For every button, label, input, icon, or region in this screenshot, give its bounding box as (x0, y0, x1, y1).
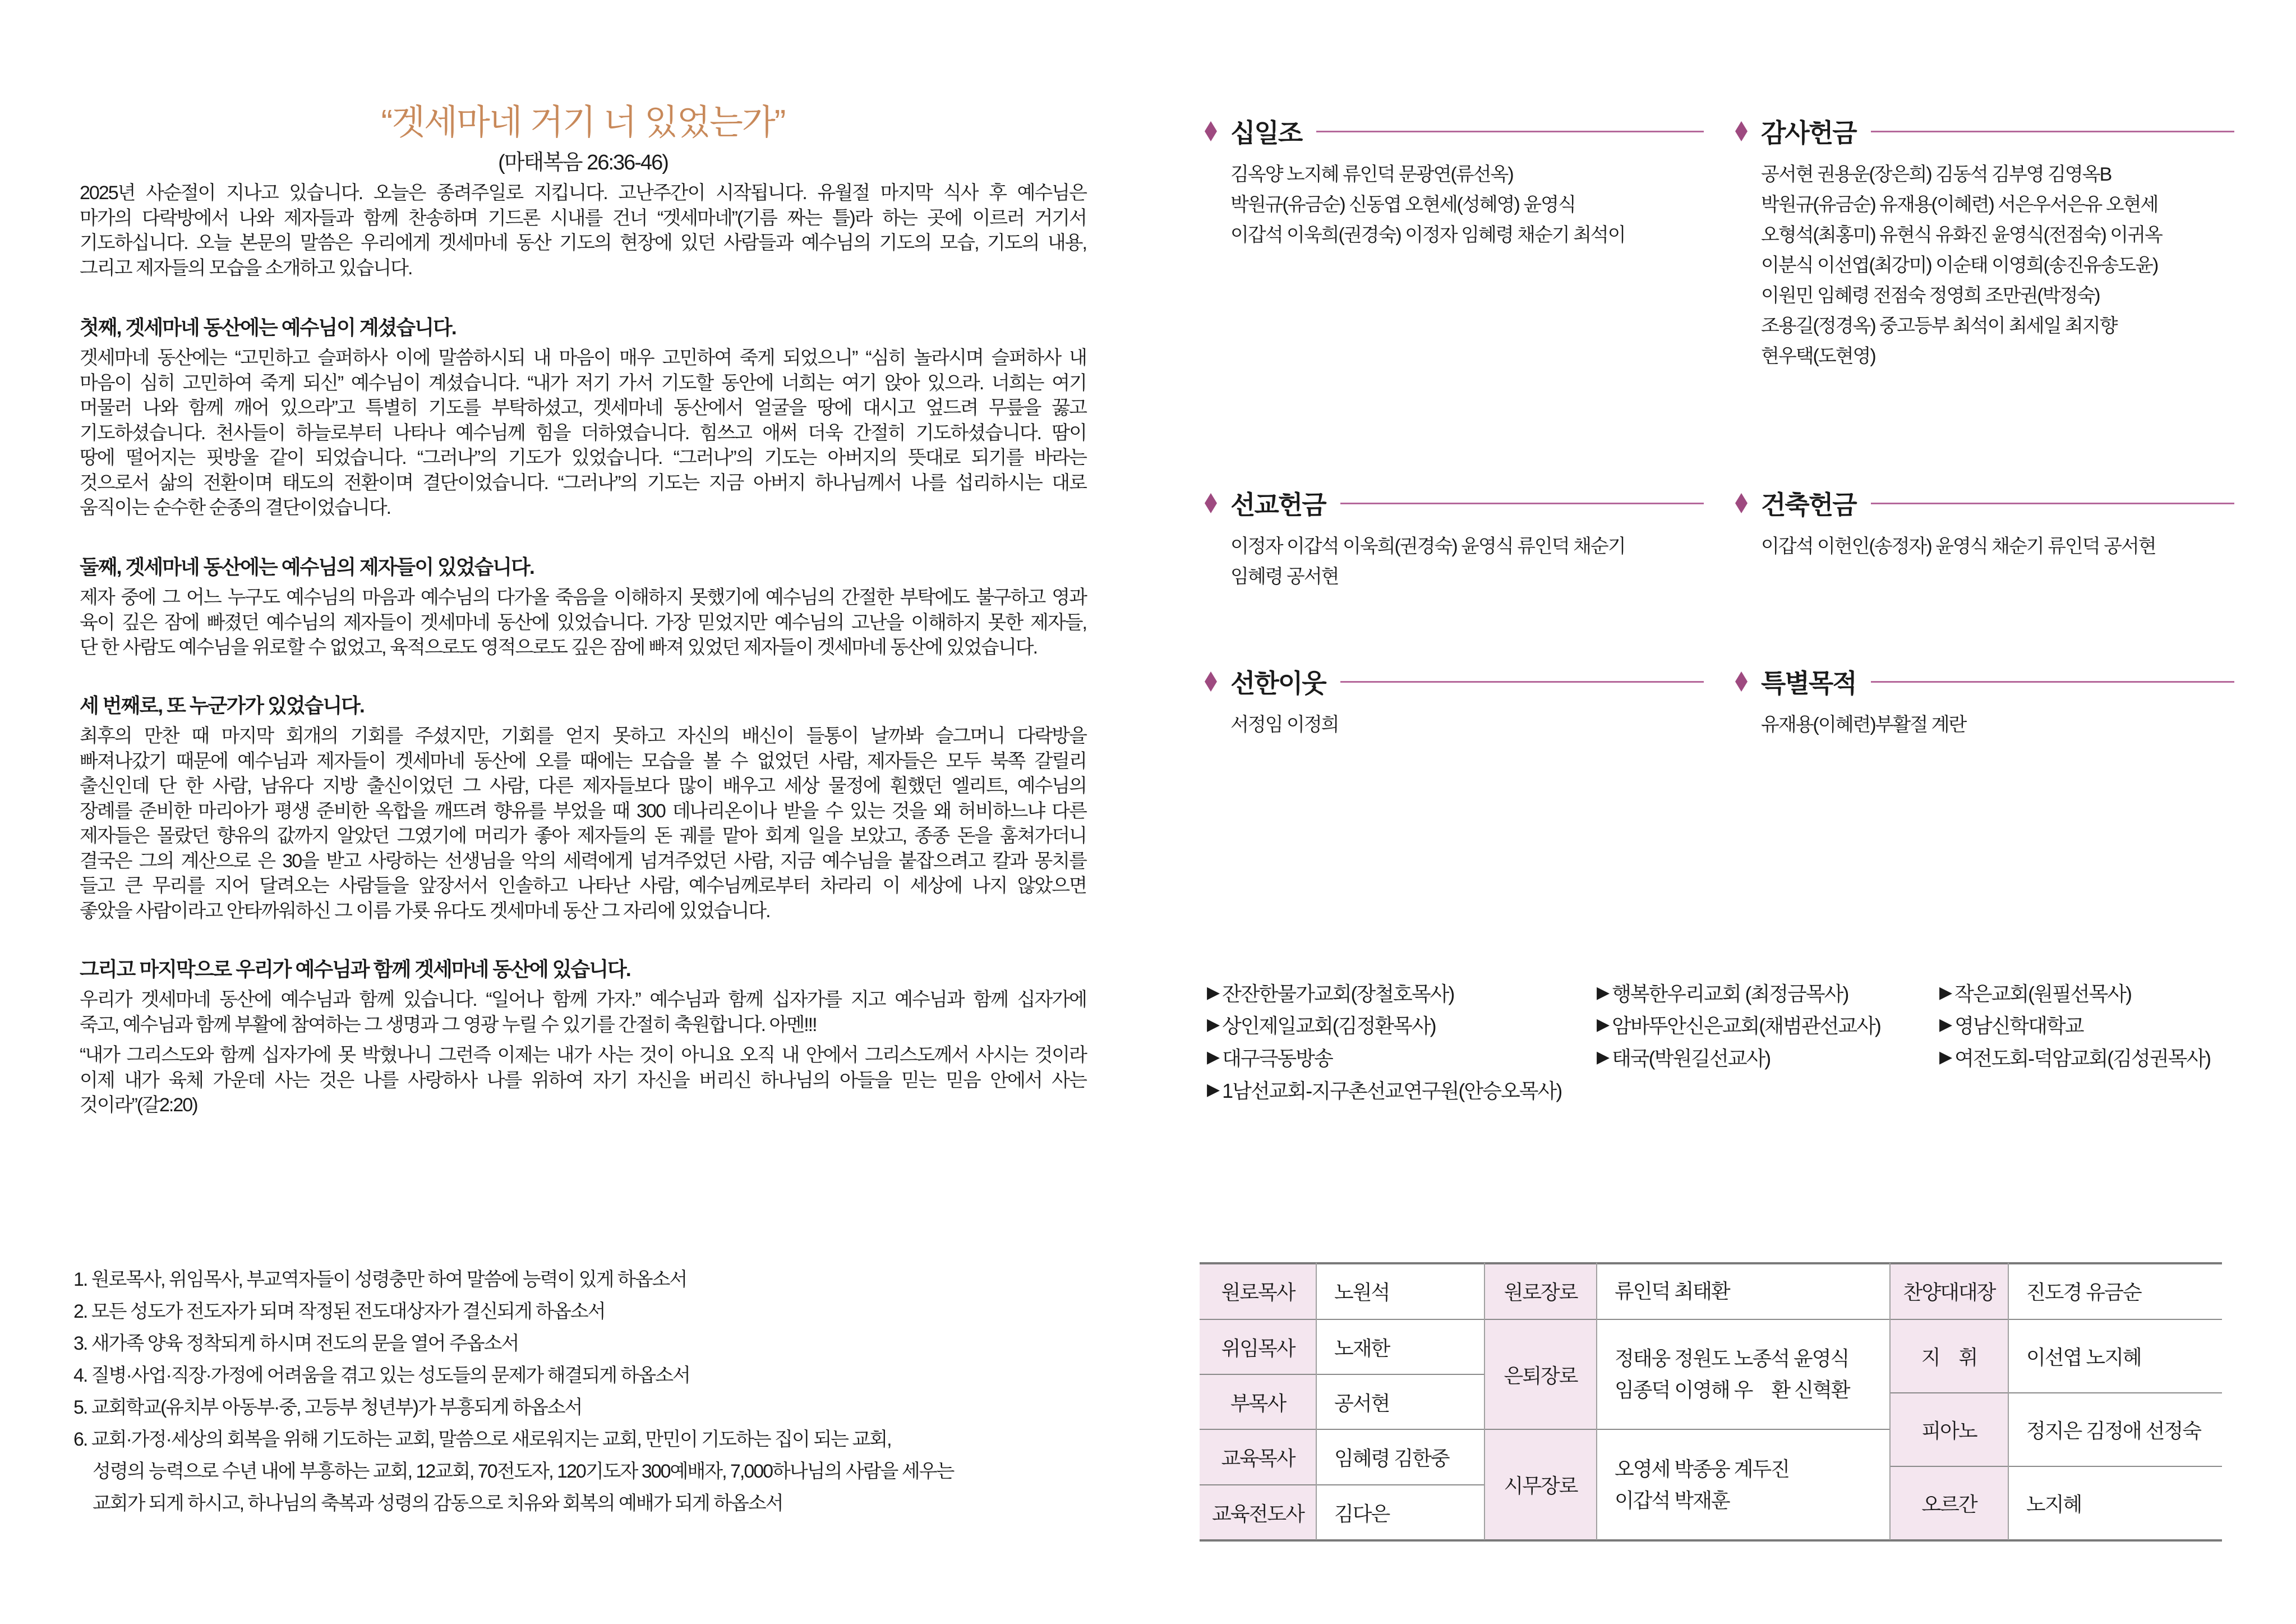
table-rule (1200, 1484, 1484, 1485)
sermon-section-3 (80, 693, 1086, 923)
names: 오영세 박종웅 계두진 (1615, 1457, 1789, 1480)
role-label: 교육목사 (1221, 1447, 1295, 1470)
names: 공서현 (1334, 1391, 1390, 1415)
role-label: 원로장로 (1504, 1281, 1578, 1304)
paragraph-line: 출신인데 단 한 사람, 남유다 지방 출신이었던 그 사람, 다른 제자들보다 많이 배우고 세상 물정에 훤했던 엘리트, 예수님의 (80, 775, 1086, 797)
elder-names (1597, 1319, 1890, 1429)
prayer-item: 성령의 능력으로 수년 내에 부흥하는 교회, 12교회, 70전도자, 120기도자 300예배자, 7,000하나님의 사람을 세우는 (93, 1461, 954, 1482)
names-block (1615, 1276, 1730, 1307)
triangle-right-icon: ▶ (1207, 1080, 1219, 1099)
table-rule (1200, 1262, 2222, 1264)
table-rule (1596, 1263, 1597, 1540)
offering-thanks (1735, 114, 2234, 371)
offering-title: 감사헌금 (1761, 118, 1856, 148)
offering-tithe (1205, 114, 1704, 250)
offering-title: 선한이웃 (1230, 669, 1326, 698)
offering-special (1735, 665, 2234, 740)
offering-names (1205, 159, 1704, 250)
elder-names (1597, 1429, 1890, 1540)
sermon-title: “겟세마네 거기 너 있었는가” (381, 103, 785, 142)
triangle-right-icon: ▶ (1939, 1047, 1952, 1066)
offering-header (1735, 114, 2234, 148)
section-heading: 세 번째로, 또 누군가가 있었습니다. (80, 694, 364, 717)
triangle-right-icon: ▶ (1597, 1015, 1609, 1034)
mission-item (1207, 979, 1454, 1006)
prayer-list (73, 1264, 953, 1520)
scripture-reference: (마태복음 26:36-46) (498, 151, 668, 174)
choir-names (2008, 1466, 2222, 1540)
elder-role (1484, 1319, 1597, 1429)
paragraph-line: 장례를 준비한 마리아가 평생 준비한 옥합을 깨뜨려 향유를 부었을 때 300 데나리온이나 받을 수 있는 것을 왜 허비하느냐 다른 (80, 800, 1086, 822)
mission-name: 영남신학대학교 (1954, 1014, 2083, 1037)
staff-names (1316, 1263, 1484, 1319)
names: 노원석 (1334, 1281, 1390, 1304)
triangle-right-icon: ▶ (1597, 1047, 1609, 1066)
paragraph-line: 좋았을 사람이라고 안타까워하신 그 이름 가룟 유다도 겟세마네 동산 그 자리에 있었습니다. (80, 900, 770, 922)
offering-title: 선교헌금 (1230, 490, 1326, 519)
paragraph-line: 것이라”(갈2:20) (80, 1094, 197, 1116)
mission-item (1207, 1011, 1436, 1038)
sermon-section-2 (80, 554, 1086, 660)
names: 정태웅 정원도 노종석 윤영식 (1615, 1347, 1849, 1370)
table-rule (1200, 1429, 1484, 1430)
paragraph-line: 기도하셨습니다. 천사들이 하늘로부터 나타나 예수님께 힘을 더하였습니다. 힘쓰고 애써 더욱 간절히 기도하셨습니다. 땀이 (80, 422, 1086, 444)
table-rule (1890, 1319, 2222, 1320)
donor-line: 이원민 임혜령 전점숙 정영희 조만권(박정숙) (1761, 285, 2100, 306)
paragraph-line: 단 한 사람도 예수님을 위로할 수 없었고, 육적으로도 영적으로도 깊은 잠에 빠져 있었던 제자들이 겟세마네 동산에 있었습니다. (80, 637, 1038, 658)
role-label: 찬양대대장 (1903, 1281, 1995, 1304)
names: 임종덕 이영해 우 환 신혁환 (1615, 1378, 1850, 1401)
role-label: 위임목사 (1221, 1336, 1295, 1360)
offering-names (1735, 531, 2234, 562)
role-label: 은퇴장로 (1504, 1364, 1578, 1387)
paragraph-line: 머물러 나와 함께 깨어 있으라”고 특별히 기도를 부탁하셨고, 겟세마네 동산에서 얼굴을 땅에 대시고 엎드려 무릎을 꿇고 (80, 397, 1086, 418)
names: 노지혜 (2026, 1493, 2082, 1516)
names: 류인덕 최태환 (1615, 1279, 1730, 1303)
offering-header (1735, 665, 2234, 698)
paragraph-line: 이제 내가 육체 가운데 사는 것은 나를 사랑하사 나를 위하여 자기 자신을 버리신 하나님의 아들을 믿는 믿음 안에서 사는 (80, 1069, 1086, 1091)
table-rule (1484, 1263, 1485, 1540)
sermon-section-4 (80, 956, 1086, 1118)
table-rule (1890, 1466, 2222, 1467)
offering-names (1735, 159, 2234, 371)
diamond-icon (1735, 493, 1748, 513)
staff-role (1200, 1374, 1316, 1429)
sermon-intro (80, 181, 1086, 280)
donor-line: 현우택(도현영) (1761, 346, 1875, 367)
role-label: 원로목사 (1221, 1281, 1295, 1304)
diamond-icon (1735, 671, 1748, 692)
table-rule (1484, 1429, 1890, 1430)
staff-names (1316, 1429, 1484, 1485)
mission-item (1939, 979, 2131, 1006)
diamond-icon (1205, 493, 1217, 513)
paragraph-line: 빠져나갔기 때문에 예수님과 제자들이 겟세마네 동산에 오를 때에는 모습을 볼 수 없었던 사람, 제자들은 모두 북쪽 갈릴리 (80, 750, 1086, 772)
offering-header (1205, 114, 1704, 148)
donor-line: 오형석(최홍미) 유현식 유화진 윤영식(전점숙) 이귀옥 (1761, 224, 2162, 246)
table-rule (1200, 1374, 1484, 1375)
prayer-item: 1. 원로목사, 위임목사, 부교역자들이 성령충만 하여 말씀에 능력이 있게 하옵소서 (73, 1269, 687, 1290)
names: 김다은 (1334, 1502, 1390, 1525)
choir-role (1890, 1319, 2008, 1393)
offering-mission (1205, 486, 1704, 592)
staff-role (1200, 1429, 1316, 1485)
paragraph-line: 것으로서 삶의 전환이며 태도의 전환이며 결단이었습니다. “그러나”의 기도는 지금 아버지 하나님께서 나를 섭리하시는 대로 (80, 472, 1086, 494)
choir-names (2008, 1393, 2222, 1466)
mission-name: 잔잔한물가교회(장철호목사) (1222, 982, 1454, 1005)
names-block (1615, 1343, 1850, 1406)
offering-names (1205, 531, 1704, 592)
prayer-item: 5. 교회학교(유치부 아동부·중, 고등부 청년부)가 부흥되게 하옵소서 (73, 1397, 582, 1418)
paragraph-gap (80, 1037, 1086, 1043)
table-rule (1316, 1263, 1317, 1540)
role-label: 교육전도사 (1212, 1502, 1304, 1525)
elder-role (1484, 1263, 1597, 1319)
paragraph-line: 기도하십니다. 오늘 본문의 말씀은 우리에게 겟세마네 동산 기도의 현장에 있던 사람들과 예수님의 기도의 모습, 기도의 내용, (80, 232, 1086, 254)
paragraph-line: 죽고, 예수님과 함께 부활에 참여하는 그 생명과 그 영광 누릴 수 있기를 간절히 축원합니다. 아멘!!! (80, 1014, 817, 1036)
offering-names (1735, 710, 2234, 740)
staff-role (1200, 1485, 1316, 1540)
prayer-item: 4. 질병·사업·직장·가정에 어려움을 겪고 있는 성도들의 문제가 해결되게 하옵소서 (73, 1365, 690, 1386)
offering-names (1205, 710, 1704, 740)
section-heading: 그리고 마지막으로 우리가 예수님과 함께 겟세마네 동산에 있습니다. (80, 958, 630, 981)
offering-title: 특별목적 (1761, 669, 1856, 698)
prayer-item: 3. 새가족 양육 정착되게 하시며 전도의 문을 열어 주옵소서 (73, 1333, 519, 1354)
names-block (1615, 1453, 1789, 1516)
paragraph-line: 제자 중에 그 어느 누구도 예수님의 마음과 예수님의 다가올 죽음을 이해하지 못했기에 예수님의 간절한 부탁에도 불구하고 영과 (80, 587, 1086, 608)
paragraph-line: “내가 그리스도와 함께 십자가에 못 박혔나니 그런즉 이제는 내가 사는 것이 아니요 오직 내 안에서 그리스도께서 사시는 것이라 (80, 1045, 1086, 1066)
triangle-right-icon: ▶ (1207, 1047, 1219, 1066)
role-label: 부목사 (1230, 1391, 1286, 1415)
donor-line: 임혜령 공서현 (1230, 566, 1339, 587)
diamond-icon (1205, 671, 1217, 692)
triangle-right-icon: ▶ (1207, 983, 1219, 1002)
divider-line (1871, 131, 2234, 132)
table-rule (1200, 1539, 2222, 1542)
diamond-icon (1735, 121, 1748, 141)
offering-header (1205, 665, 1704, 698)
mission-name: 1남선교회-지구촌선교연구원(안승오목사) (1222, 1079, 1562, 1102)
prayer-item: 6. 교회·가정·세상의 회복을 위해 기도하는 교회, 말씀으로 새로워지는 교회, 만민이 기도하는 집이 되는 교회, (73, 1429, 891, 1450)
choir-names (2008, 1319, 2222, 1393)
mission-item (1207, 1076, 1561, 1103)
mission-name: 암바뚜안신은교회(채범관선교사) (1612, 1014, 1880, 1037)
donor-line: 박원규(유금순) 유재용(이혜련) 서은우서은유 오현세 (1761, 194, 2158, 215)
triangle-right-icon: ▶ (1597, 983, 1609, 1002)
paragraph-line: 육이 깊은 잠에 빠졌던 예수님의 제자들이 겟세마네 동산에 있었습니다. 가장 믿었지만 예수님의 고난을 이해하지 못한 제자들, (80, 611, 1086, 633)
prayer-item: 2. 모든 성도가 전도자가 되며 작정된 전도대상자가 결신되게 하옵소서 (73, 1301, 605, 1322)
paragraph-line: 2025년 사순절이 지나고 있습니다. 오늘은 종려주일로 지킵니다. 고난주간이 시작됩니다. 유월절 마지막 식사 후 예수님은 (80, 182, 1086, 204)
mission-item (1207, 1043, 1333, 1070)
role-label: 지 휘 (1921, 1346, 1977, 1369)
paragraph-line: 결국은 그의 계산으로 은 30을 받고 사랑하는 선생님을 악의 세력에게 넘겨주었던 사람, 지금 예수님을 붙잡으려고 칼과 몽치를 (80, 850, 1086, 872)
staff-role (1200, 1319, 1316, 1374)
names: 임혜령 김한중 (1334, 1447, 1449, 1470)
staff-role (1200, 1263, 1316, 1319)
names: 진도경 유금순 (2026, 1281, 2141, 1304)
staff-names (1316, 1374, 1484, 1429)
choir-role (1890, 1263, 2008, 1319)
paragraph-line: 들고 큰 무리를 지어 달려오는 사람들을 앞장서서 인솔하고 나타난 사람, 예수님께로부터 차라리 이 세상에 나지 않았으면 (80, 875, 1086, 896)
offering-title: 건축헌금 (1761, 490, 1856, 519)
names: 노재한 (1334, 1336, 1390, 1360)
divider-line (1316, 131, 1704, 132)
elder-names (1597, 1263, 1890, 1319)
donor-line: 김옥양 노지혜 류인덕 문광연(류선옥) (1230, 164, 1513, 185)
donor-line: 이갑석 이헌인(송정자) 윤영식 채순기 류인덕 공서현 (1761, 536, 2156, 557)
triangle-right-icon: ▶ (1939, 1015, 1952, 1034)
paragraph-line: 그리고 제자들의 모습을 소개하고 있습니다. (80, 257, 412, 279)
donor-line: 이갑석 이욱희(권경숙) 이정자 임혜령 채순기 최석이 (1230, 224, 1625, 246)
sermon-section-1 (80, 315, 1086, 521)
table-rule (1890, 1392, 2222, 1393)
offering-good-neighbor (1205, 665, 1704, 740)
divider-line (1871, 681, 2234, 683)
role-label: 피아노 (1921, 1419, 1977, 1442)
mission-name: 상인제일교회(김정환목사) (1222, 1014, 1436, 1037)
paragraph-line: 겟세마네 동산에는 “고민하고 슬퍼하사 이에 말씀하시되 내 마음이 매우 고민하여 죽게 되었으니” “심히 놀라시며 슬퍼하사 내 (80, 347, 1086, 369)
offering-title: 십일조 (1230, 118, 1302, 148)
triangle-right-icon: ▶ (1939, 983, 1952, 1002)
names: 이갑석 박재훈 (1615, 1488, 1730, 1512)
paragraph-line: 최후의 만찬 때 마지막 회개의 기회를 주셨지만, 기회를 얻지 못하고 자신의 배신이 들통이 날까봐 슬그머니 다락방을 (80, 725, 1086, 747)
donor-line: 이정자 이갑석 이욱희(권경숙) 윤영식 류인덕 채순기 (1230, 536, 1625, 557)
names: 정지은 김정애 선정숙 (2026, 1419, 2201, 1442)
divider-line (1871, 503, 2234, 504)
mission-item (1597, 1043, 1770, 1070)
table-rule (1200, 1319, 1484, 1320)
diamond-icon (1205, 121, 1217, 141)
choir-names (2008, 1263, 2222, 1319)
paragraph-line: 땅에 떨어지는 핏방울 같이 되었습니다. “그러나”의 기도가 있었습니다. “그러나”의 기도는 아버지의 뜻대로 되기를 바라는 (80, 447, 1086, 468)
offering-header (1735, 486, 2234, 520)
role-label: 오르간 (1921, 1493, 1977, 1516)
mission-item (1939, 1011, 2083, 1038)
section-heading: 첫째, 겟세마네 동산에는 예수님이 계셨습니다. (80, 316, 456, 339)
donor-line: 공서현 권용운(장은희) 김동석 김부영 김영옥B (1761, 164, 2111, 185)
divider-line (1340, 503, 1704, 504)
donor-line: 박원규(유금순) 신동엽 오현세(성혜영) 윤영식 (1230, 194, 1575, 215)
table-rule (2008, 1263, 2009, 1540)
donor-line: 이분식 이선엽(최강미) 이순태 이영희(송진유송도윤) (1761, 255, 2158, 276)
elder-role (1484, 1429, 1597, 1540)
mission-item (1597, 1011, 1880, 1038)
mission-name: 행복한우리교회 (최정금목사) (1612, 982, 1848, 1005)
paragraph-line: 움직이는 순수한 순종의 결단이었습니다. (80, 497, 391, 518)
mission-name: 대구극동방송 (1222, 1046, 1333, 1070)
mission-item (1597, 979, 1848, 1006)
role-label: 시무장로 (1504, 1474, 1578, 1497)
staff-names (1316, 1319, 1484, 1374)
paragraph-line: 마음이 심히 고민하여 죽게 되신” 예수님이 계셨습니다. “내가 저기 가서 기도할 동안에 너희는 여기 앉아 있으라. 너희는 여기 (80, 372, 1086, 394)
section-heading: 둘째, 겟세마네 동산에는 예수님의 제자들이 있었습니다. (80, 555, 534, 578)
mission-name: 작은교회(원필선목사) (1954, 982, 2132, 1005)
donor-line: 서정임 이정희 (1230, 714, 1339, 735)
staff-names (1316, 1485, 1484, 1540)
offering-header (1205, 486, 1704, 520)
paragraph-line: 마가의 다락방에서 나와 제자들과 함께 찬송하며 기드론 시내를 건너 “겟세마네”(기름 짜는 틀)라 하는 곳에 이르러 거기서 (80, 207, 1086, 229)
prayer-item: 교회가 되게 하시고, 하나님의 축복과 성령의 감동으로 치유와 회복의 예배가 되게 하옵소서 (93, 1493, 783, 1514)
divider-line (1340, 681, 1704, 683)
mission-name: 태국(박원길선교사) (1612, 1046, 1771, 1070)
choir-role (1890, 1393, 2008, 1466)
offering-building (1735, 486, 2234, 562)
donor-line: 조용길(정경옥) 중고등부 최석이 최세일 최지향 (1761, 315, 2117, 337)
mission-item (1939, 1043, 2210, 1070)
mission-name: 여전도회-덕암교회(김성권목사) (1954, 1046, 2211, 1070)
table-rule (1484, 1319, 1890, 1320)
triangle-right-icon: ▶ (1207, 1015, 1219, 1034)
choir-role (1890, 1466, 2008, 1540)
table-rule (1889, 1263, 1891, 1540)
names: 이선엽 노지혜 (2026, 1346, 2141, 1369)
paragraph-line: 우리가 겟세마네 동산에 예수님과 함께 있습니다. “일어나 함께 가자.” 예수님과 함께 십자가를 지고 예수님과 함께 십자가에 (80, 989, 1086, 1010)
donor-line: 유재용(이혜련)부활절 계란 (1761, 714, 1966, 735)
paragraph-line: 제자들은 몰랐던 향유의 값까지 알았던 그였기에 머리가 좋아 제자들의 돈 궤를 맡아 회계 일을 보았고, 종종 돈을 훔쳐가더니 (80, 825, 1086, 846)
